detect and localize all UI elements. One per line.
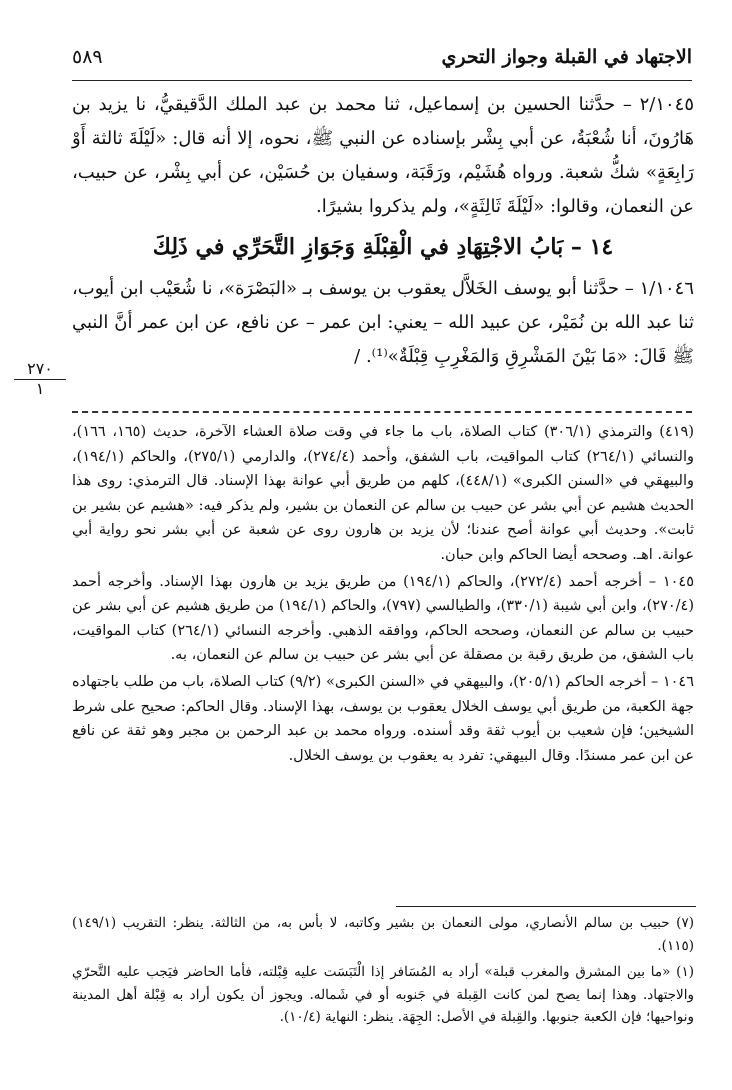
page-header (72, 44, 692, 80)
header-rule (72, 80, 692, 81)
hadith-1046-1: ١/١٠٤٦ – حدَّثنا أبو يوسف الخَلاَّل يعقوب بن يوسف بـ «البَصْرَة»، نا شُعَيْب ابن أيوب، ثنا عبد الله بن نُمَيْر، عن عبيد الله – يعني: ابن عمر – عن نافع، عن ابن عمر أنَّ النبي ﷺ قَالَ: «مَا بَيْنَ المَشْرِقِ وَالمَغْرِبِ قِبْلَةٌ»⁽¹⁾. / (72, 278, 694, 367)
note-continued: (٤١٩) والترمذي (٣٠٦/١) كتاب الصلاة، باب ما جاء في وقت صلاة العشاء الآخرة، حديث (١٦٥، ١٦٦)، والنسائي (٢٦٤/١) كتاب المواقيت، باب الشفق، وأحمد (٢٧٤/٤)، والدارمي (٢٧٥/١)، والحاكم (١٩٤/١)، والبيهقي في «السنن الكبرى» (٤٤٨/١)، كلهم من طريق أبي عوانة بهذا الإسناد. قال الترمذي: روى هذا الحديث هشيم عن أبي بشر عن حبيب بن سالم عن النعمان بن بشير، ولم يذكر فيه: «هشيم عن بشير بن ثابت». وحديث أبي عوانة أصح عندنا؛ لأن يزيد بن هارون روى عن شعبة عن أبي بشر نحو رواية أبي عوانة. اهـ. وصححه أيضا الحاكم وابن حبان. (72, 424, 694, 563)
page-number: ٥٨٩ (72, 46, 103, 68)
footnote-separator (396, 906, 696, 907)
main-text (72, 88, 694, 380)
footnote-7: (٧) حبيب بن سالم الأنصاري، مولى النعمان بن بشير وكاتبه، لا بأس به، من الثالثة. ينظر: التقريب (١٤٩/١) (١١٥). (72, 915, 694, 954)
footnotes (72, 912, 694, 1033)
hadith-1045-2: ٢/١٠٤٥ – حدَّثنا الحسين بن إسماعيل، ثنا محمد بن عبد الملك الدَّقيقيُّ، نا يزيد بن هَارُونَ، أنا شُعْبَةُ، عن أبي بِشْر بإسناده عن النبي ﷺ، نحوه، إلا أنه قال: «لَيْلَةَ ثالثة أَوْ رَابِعَةٍ» شكُّ شعبة. ورواه هُشَيْم، ورَقَبَة، وسفيان بن حُسَيْن، عن أبي بِشْر، عن حبيب، عن النعمان، وقالوا: «لَيْلَةَ ثَالِثَةٍ»، ولم يذكروا بشيرًا. (72, 94, 694, 217)
dashed-separator (72, 411, 692, 413)
running-title: الاجتهاد في القبلة وجواز التحري (441, 46, 692, 68)
chapter-title: ١٤ – بَابُ الاجْتِهَادِ في الْقِبْلَةِ وَجَوَازِ التَّحَرِّي في ذَلِكَ (152, 234, 614, 260)
folio-number: ٢٧٠ (14, 360, 66, 380)
takhrij-notes (72, 420, 694, 770)
folio-side: ١ (35, 379, 45, 398)
manuscript-folio-ref (14, 360, 66, 398)
footnote-1: (١) «ما بين المشرق والمغرب قبلة» أراد به المُسَافر إذا الْتَبَسَت عليه قِبْلته، فأما الحاضر فيَجب عليه التَّحرّي والاجتهاد. وهذا إنما يصح لمن كانت القِبلة في جَنوبه أو في شَماله. ويجوز أن يكون أراد به قِبْلة أهل المدينة ونواحيها؛ فإن الكعبة جنوبها. والقِبلة في الأصل: الجِهَة. ينظر: النهاية (١٠/٤). (72, 964, 694, 1025)
note-1046: ١٠٤٦ – أخرجه الحاكم (٢٠٥/١)، والبيهقي في «السنن الكبرى» (٩/٢) كتاب الصلاة، باب من طلب باجتهاده جهة الكعبة، من طريق أبي يوسف الخلال يعقوب بن يوسف، بهذا الإسناد. وقال الحاكم: صحيح على شرط الشيخين؛ فإن شعيب بن أيوب ثقة وقد أسنده. ورواه محمد بن عبد الرحمن بن مجبر وهو ثقة عن نافع عن ابن عمر مسندًا. وقال البيهقي: تفرد به يعقوب بن يوسف الخلال. (72, 673, 695, 764)
note-1045: ١٠٤٥ – أخرجه أحمد (٢٧٢/٤)، والحاكم (١٩٤/١) من طريق يزيد بن هارون بهذا الإسناد. وأخرجه أحمد (٢٧٠/٤)، وابن أبي شيبة (٣٣٠/١)، والطيالسي (٧٩٧)، والحاكم (١٩٤/١) من طريق هشيم عن أبي بشر عن حبيب بن سالم عن النعمان، وصححه الحاكم، ووافقه الذهبي. وأخرجه النسائي (٢٦٤/١) كتاب المواقيت، باب الشفق، من طريق رقبة بن مصقلة عن أبي بشر عن حبيب بن سالم عن النعمان، به. (72, 573, 695, 664)
